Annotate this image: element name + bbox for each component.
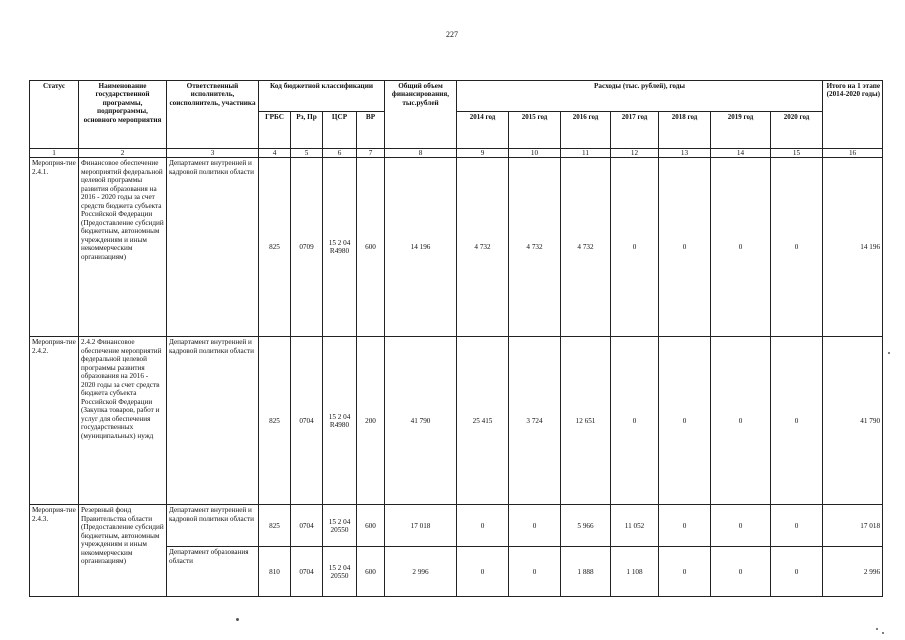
row-2018: 0 [659,158,711,337]
column-number-row [30,149,883,158]
row-2020: 0 [771,505,823,547]
header-csr: ЦСР [323,112,357,149]
row-2018: 0 [659,337,711,505]
table-row-2-4-1 [30,158,883,337]
row-csr: 15 2 04 20550 [323,547,357,597]
row-total: 14 196 [385,158,457,337]
row-csr: 15 2 04 R4980 [323,158,357,337]
scan-speck [236,618,239,621]
row-executor: Департамент внутренней и кадровой политики области [167,505,259,547]
row-2015: 4 732 [509,158,561,337]
row-grbs: 825 [259,158,291,337]
row-csr: 15 2 04 R4980 [323,337,357,505]
row-total: 41 790 [385,337,457,505]
row-2015: 0 [509,505,561,547]
row-vr: 200 [357,337,385,505]
header-year-2019: 2019 год [711,112,771,149]
row-total: 17 018 [385,505,457,547]
row-2017: 0 [611,337,659,505]
table-row-2-4-3-a [30,505,883,547]
row-vr: 600 [357,505,385,547]
column-number: 5 [291,149,323,158]
row-2016: 12 651 [561,337,611,505]
column-number: 11 [561,149,611,158]
row-status: Мероприя-тие 2.4.1. [30,158,79,337]
row-2014: 4 732 [457,158,509,337]
header-year-2014: 2014 год [457,112,509,149]
page-number: 227 [446,30,458,39]
header-grbs: ГРБС [259,112,291,149]
header-vr: ВР [357,112,385,149]
column-number: 14 [711,149,771,158]
header-rzpr: Рз, Пр [291,112,323,149]
row-2020: 0 [771,337,823,505]
row-2020: 0 [771,158,823,337]
header-year-2016: 2016 год [561,112,611,149]
scan-speck [876,628,878,630]
row-2019: 0 [711,337,771,505]
row-2015: 3 724 [509,337,561,505]
row-executor: Департамент внутренней и кадровой политики области [167,158,259,337]
row-2017: 11 052 [611,505,659,547]
row-name: Финансовое обеспечение мероприятий федеральной целевой программы развития образования на 2016 - 2020 годы за счет средств бюджета субъекта Российской Федерации (Предоставление субсидий бюджетным, автономным учреждениям и иным некоммерческим организациям) [79,158,167,337]
column-number: 12 [611,149,659,158]
row-executor: Департамент внутренней и кадровой политики области [167,337,259,505]
row-2018: 0 [659,547,711,597]
column-number: 2 [79,149,167,158]
header-row-1 [30,81,883,112]
header-executor: Ответственный исполнитель, соисполнитель, участника [167,81,259,149]
row-status: Мероприя-тие 2.4.2. [30,337,79,505]
header-budget-code: Код бюджетной классификации [259,81,385,112]
row-name: Резервный фонд Правительства области (Предоставление субсидий бюджетным, автономным учреждениям и иным некоммерческим организациям) [79,505,167,597]
table-row-2-4-2 [30,337,883,505]
row-stage-total: 17 018 [823,505,883,547]
column-number: 6 [323,149,357,158]
budget-table [29,80,883,597]
column-number: 7 [357,149,385,158]
header-year-2020: 2020 год [771,112,823,149]
row-vr: 600 [357,158,385,337]
column-number: 4 [259,149,291,158]
row-executor: Департамент образования области [167,547,259,597]
header-name: Наименование государственной программы, подпрограммы, основного мероприятия [79,81,167,149]
column-number: 13 [659,149,711,158]
row-2014: 0 [457,547,509,597]
row-2019: 0 [711,505,771,547]
row-rzpr: 0704 [291,505,323,547]
row-2020: 0 [771,547,823,597]
header-stage-total: Итого на 1 этапе (2014-2020 годы) [823,81,883,149]
row-2019: 0 [711,547,771,597]
column-number: 9 [457,149,509,158]
header-status: Статус [30,81,79,149]
row-2015: 0 [509,547,561,597]
row-2019: 0 [711,158,771,337]
column-number: 1 [30,149,79,158]
row-2016: 5 966 [561,505,611,547]
row-2017: 0 [611,158,659,337]
row-2014: 25 415 [457,337,509,505]
row-csr: 15 2 04 20550 [323,505,357,547]
header-expenses: Расходы (тыс. рублей), годы [457,81,823,112]
row-2016: 4 732 [561,158,611,337]
column-number: 10 [509,149,561,158]
header-year-2015: 2015 год [509,112,561,149]
row-rzpr: 0704 [291,547,323,597]
row-rzpr: 0704 [291,337,323,505]
scan-speck [882,632,884,634]
row-grbs: 810 [259,547,291,597]
header-year-2018: 2018 год [659,112,711,149]
row-2018: 0 [659,505,711,547]
row-2017: 1 108 [611,547,659,597]
row-total: 2 996 [385,547,457,597]
row-rzpr: 0709 [291,158,323,337]
row-stage-total: 14 196 [823,158,883,337]
row-grbs: 825 [259,505,291,547]
row-2016: 1 888 [561,547,611,597]
row-2014: 0 [457,505,509,547]
row-stage-total: 2 996 [823,547,883,597]
row-vr: 600 [357,547,385,597]
column-number: 3 [167,149,259,158]
row-stage-total: 41 790 [823,337,883,505]
column-number: 16 [823,149,883,158]
column-number: 8 [385,149,457,158]
column-number: 15 [771,149,823,158]
row-grbs: 825 [259,337,291,505]
row-status: Мероприя-тие 2.4.3. [30,505,79,597]
scan-speck [888,352,890,354]
header-year-2017: 2017 год [611,112,659,149]
header-total-volume: Общий объем финансирования, тыс.рублей [385,81,457,149]
row-name: 2.4.2 Финансовое обеспечение мероприятий федеральной целевой программы развития образования на 2016 - 2020 годы за счет средств бюджета субъекта Российской Федерации (Закупка товаров, работ и услуг для обеспечения государственных (муниципальных) нужд [79,337,167,505]
